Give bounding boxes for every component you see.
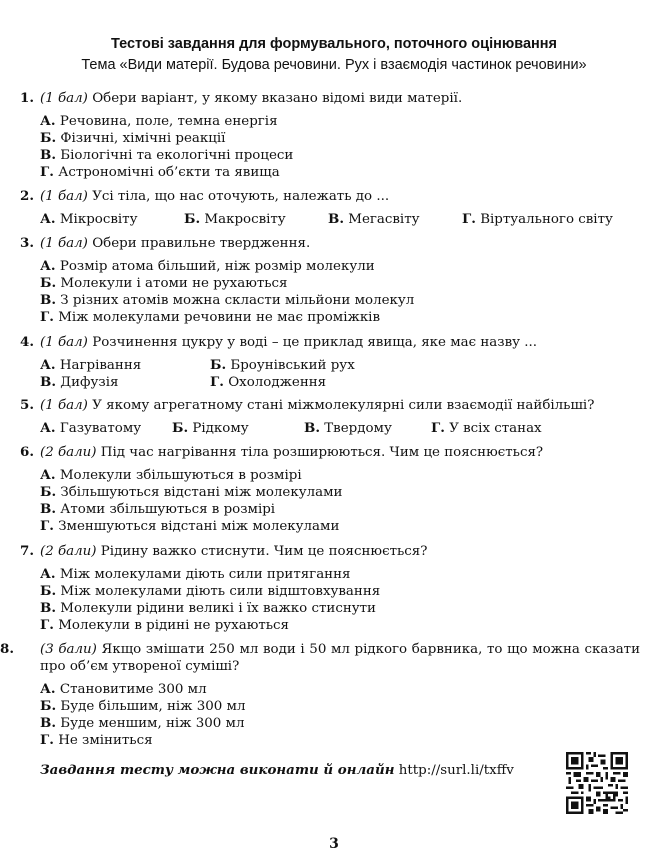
option-v[interactable]: В. Біологічні та екологічні процеси: [40, 147, 294, 163]
option-g[interactable]: Г. Охолодження: [210, 374, 327, 390]
option-v[interactable]: В. Твердому: [304, 420, 392, 436]
option-v[interactable]: В. З різних атомів можна скласти мільйони молекул: [40, 292, 415, 308]
option-g[interactable]: Г. Віртуального світу: [462, 211, 613, 227]
option-a[interactable]: А. Між молекулами діють сили притягання: [40, 566, 351, 582]
question-text: Якщо змішати 250 мл води і 50 мл рідкого барвника, то що можна сказати про об’єм утвореної суміші?: [40, 642, 641, 674]
question-8: 8. (3 бали) Якщо змішати 250 мл води і 50 мл рідкого барвника, то що можна сказати про об’єм утвореної суміші? А. Становитиме 300 мл Б. Буде більшим, ніж 300 мл В. Буде меншим, ніж 300 мл Г. Не зміниться: [0, 641, 641, 748]
option-v[interactable]: В. Молекули рідини великі і їх важко стиснути: [40, 600, 376, 616]
option-a[interactable]: А. Молекули збільшуються в розмірі: [40, 467, 302, 483]
question-6: 6. (2 бали) Під час нагрівання тіла розширюються. Чим це пояснюється? А. Молекули збільшуються в розмірі Б. Збільшуються відстані між молекулами В. Атоми збільшуються в розмірі Г. Зменшуються відстані між молекулами: [20, 444, 640, 535]
answer-options: [40, 258, 640, 326]
question-4: 4. (1 бал) Розчинення цукру у воді – це приклад явища, яке має назву ... А. Нагрівання Б. Броунівський рух В. Дифузія Г. Охолодження: [20, 334, 640, 391]
answer-options: [40, 357, 640, 391]
option-a[interactable]: А. Речовина, поле, темна енергія: [40, 113, 278, 129]
question-text: У якому агрегатному стані міжмолекулярні сили взаємодії найбільші?: [92, 398, 595, 413]
answer-options: [40, 681, 640, 749]
option-g[interactable]: Г. Між молекулами речовини не має проміжків: [40, 309, 381, 325]
answer-options: [40, 211, 640, 228]
option-a[interactable]: А. Мікросвіту: [40, 211, 138, 227]
option-v[interactable]: В. Атоми збільшуються в розмірі: [40, 501, 276, 517]
page-number: 3: [329, 836, 339, 852]
option-g[interactable]: Г. У всіх станах: [431, 420, 542, 436]
answer-options: [40, 566, 640, 634]
question-5: 5. (1 бал) У якому агрегатному стані міжмолекулярні сили взаємодії найбільші? А. Газуватому Б. Рідкому В. Твердому Г. У всіх станах: [20, 397, 640, 437]
option-a[interactable]: А. Розмір атома більший, ніж розмір молекули: [40, 258, 375, 274]
option-b[interactable]: Б. Буде більшим, ніж 300 мл: [40, 698, 246, 714]
question-text: Усі тіла, що нас оточують, належать до ...: [92, 189, 390, 204]
answer-options: [40, 467, 640, 535]
option-b[interactable]: Б. Броунівський рух: [210, 357, 355, 373]
option-g[interactable]: Г. Молекули в рідині не рухаються: [40, 617, 290, 633]
question-1: 1. (1 бал) Обери варіант, у якому вказано відомі види матерії. А. Речовина, поле, темна енергія Б. Фізичні, хімічні реакції В. Біологічні та екологічні процеси Г. Астрономічні об’єкти та явища: [20, 90, 640, 181]
answer-options: [40, 113, 640, 181]
option-v[interactable]: В. Мегасвіту: [328, 211, 420, 227]
option-a[interactable]: А. Газуватому: [40, 420, 142, 436]
option-b[interactable]: Б. Збільшуються відстані між молекулами: [40, 484, 343, 500]
question-text: Під час нагрівання тіла розширюються. Чим це пояснюється?: [100, 445, 544, 460]
question-text: Обери варіант, у якому вказано відомі види матерії.: [92, 91, 463, 106]
question-7: 7. (2 бали) Рідину важко стиснути. Чим це пояснюється? А. Між молекулами діють сили притягання Б. Між молекулами діють сили відштовхування В. Молекули рідини великі і їх важко стиснути Г. Молекули в рідині не рухаються: [20, 543, 640, 634]
option-g[interactable]: Г. Не зміниться: [40, 732, 153, 748]
option-b[interactable]: Б. Молекули і атоми не рухаються: [40, 275, 288, 291]
option-v[interactable]: В. Буде меншим, ніж 300 мл: [40, 715, 245, 731]
option-b[interactable]: Б. Фізичні, хімічні реакції: [40, 130, 226, 146]
option-a[interactable]: А. Становитиме 300 мл: [40, 681, 207, 697]
option-a[interactable]: А. Нагрівання: [40, 357, 142, 373]
option-b[interactable]: Б. Між молекулами діють сили відштовхування: [40, 583, 381, 599]
qr-code-icon[interactable]: [566, 752, 628, 814]
page-title: Тестові завдання для формувального, поточного оцінювання: [110, 36, 558, 52]
option-g[interactable]: Г. Зменшуються відстані між молекулами: [40, 518, 340, 534]
question-2: 2. (1 бал) Усі тіла, що нас оточують, належать до ... А. Мікросвіту Б. Макросвіту В. Мегасвіту Г. Віртуального світу: [20, 188, 640, 228]
online-test-link[interactable]: http://surl.li/txffv: [398, 763, 514, 778]
question-3: 3. (1 бал) Обери правильне твердження. А. Розмір атома більший, ніж розмір молекули Б. Молекули і атоми не рухаються В. З різних атомів можна скласти мільйони молекул Г. Між молекулами речовини не має проміжків: [20, 235, 640, 326]
page-subtitle: Тема «Види матерії. Будова речовини. Рух і взаємодія частинок речовини»: [81, 57, 587, 73]
option-g[interactable]: Г. Астрономічні об’єкти та явища: [40, 164, 280, 180]
question-text: Обери правильне твердження.: [92, 236, 311, 251]
online-test-note: Завдання тесту можна виконати й онлайн http://surl.li/txffv: [40, 762, 514, 778]
option-b[interactable]: Б. Макросвіту: [184, 211, 286, 227]
question-text: Рідину важко стиснути. Чим це пояснюється?: [100, 544, 428, 559]
answer-options: [40, 420, 640, 437]
question-text: Розчинення цукру у воді – це приклад явища, яке має назву ...: [92, 335, 538, 350]
option-v[interactable]: В. Дифузія: [40, 374, 119, 390]
option-b[interactable]: Б. Рідкому: [172, 420, 249, 436]
